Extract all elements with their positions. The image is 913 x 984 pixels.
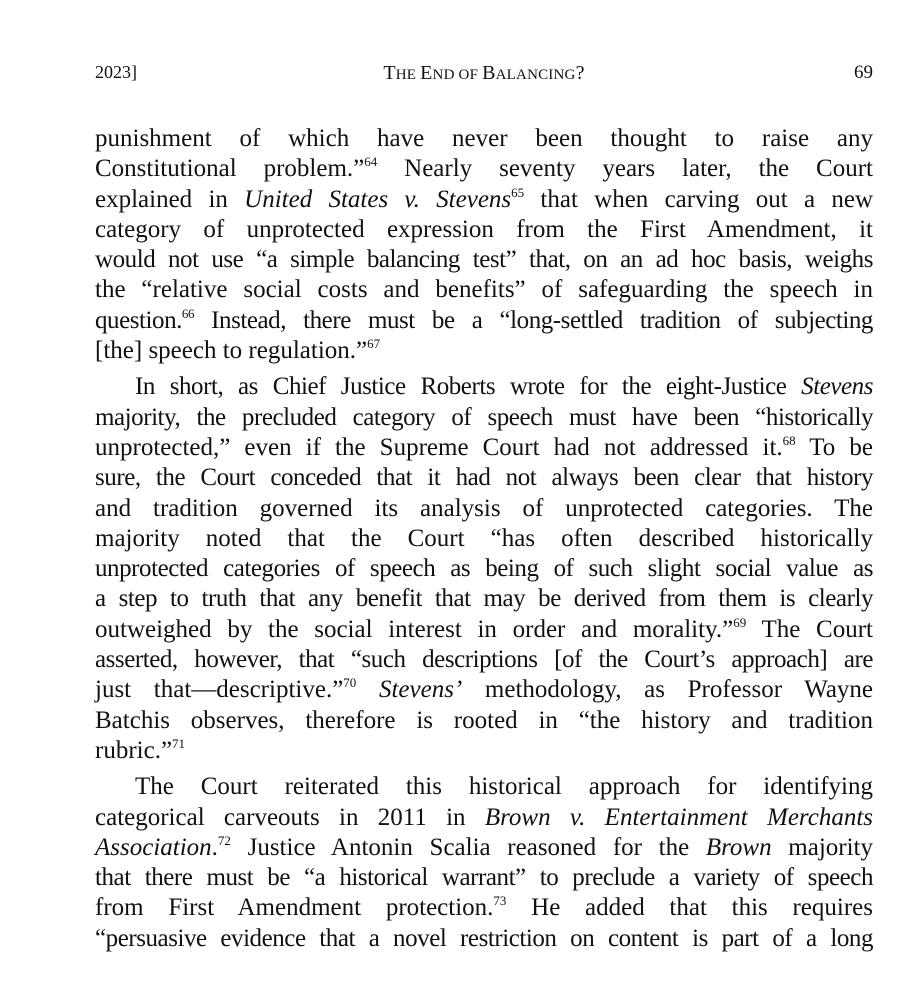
text-run: majority	[771, 833, 873, 861]
text-run: The Court	[746, 615, 873, 643]
text-line	[95, 645, 873, 675]
running-title	[95, 62, 873, 85]
footnote-marker: 70	[343, 675, 357, 691]
text-run: a step to truth that any benefit that may be derived from them is clearly	[95, 585, 873, 613]
text-line	[95, 306, 873, 336]
italic-citation: Association	[95, 833, 212, 861]
running-header	[95, 62, 873, 92]
text-run: and tradition governed its analysis of unprotected categories. The	[95, 494, 873, 522]
text-line	[95, 863, 873, 893]
footnote-marker: 69	[733, 614, 747, 630]
text-run: outweighed by the social interest in order and morality.”	[95, 615, 734, 643]
text-run: To be	[795, 433, 873, 461]
text-line	[95, 833, 873, 863]
text-run: Nearly seventy years later, the Court	[377, 155, 873, 183]
italic-citation: Stevens	[801, 373, 873, 401]
footnote-marker: 68	[782, 432, 796, 448]
text-run: methodology, as Professor Wayne	[462, 676, 874, 704]
text-line	[95, 554, 873, 584]
text-run: [the] speech to regulation.”	[95, 337, 368, 365]
footnote-marker: 65	[511, 184, 525, 200]
title-fragment: E	[420, 62, 433, 84]
footnote-marker: 64	[364, 154, 378, 170]
title-fragment: ?	[575, 62, 585, 84]
text-line	[95, 924, 873, 954]
text-run: explained in	[95, 185, 245, 213]
text-run: category of unprotected expression from the First Amendment, it	[95, 215, 873, 243]
text-line	[95, 524, 873, 554]
text-run: Justice Antonin Scalia reasoned for the	[230, 833, 706, 861]
text-line	[95, 215, 873, 245]
text-run: unprotected,” even if the Supreme Court had not addressed it.	[95, 433, 783, 461]
text-run: unprotected categories of speech as being of such slight social value as	[95, 555, 873, 583]
text-run: just that—descriptive.”	[95, 676, 344, 704]
footnote-marker: 67	[367, 336, 381, 352]
text-line	[95, 185, 873, 215]
paragraph	[95, 372, 873, 766]
text-line	[95, 584, 873, 614]
footnote-marker: 73	[493, 893, 507, 909]
text-line	[95, 245, 873, 275]
title-fragment: T	[383, 62, 396, 84]
text-run: sure, the Court conceded that it had not always been clear that history	[95, 464, 873, 492]
paragraph	[95, 124, 873, 366]
italic-citation: United States v. Stevens	[244, 185, 512, 213]
text-line	[95, 615, 873, 645]
text-run: punishment of which have never been thought to raise any	[95, 125, 873, 152]
text-run: asserted, however, that “such descriptions [of the Court’s approach] are	[95, 646, 873, 674]
text-run: Instead, there must be a “long-settled tradition of subjecting	[194, 306, 873, 334]
text-run: would not use “a simple balancing test” that, on an ad hoc basis, weighs	[95, 246, 873, 274]
italic-citation: Stevens’	[378, 676, 463, 704]
text-run: categorical carveouts in 2011 in	[95, 803, 485, 831]
title-fragment: ND OF	[432, 67, 483, 83]
body-text	[95, 124, 873, 954]
text-run: rubric.”	[95, 736, 173, 764]
text-run: majority, the precluded category of speech must have been “historically	[95, 403, 873, 431]
text-run: .	[211, 833, 218, 861]
footnote-marker: 71	[172, 735, 186, 751]
text-run: He added that this requires	[506, 894, 873, 922]
text-run: from First Amendment protection.	[95, 894, 494, 922]
text-line	[95, 494, 873, 524]
text-line	[95, 893, 873, 923]
text-line	[95, 154, 873, 184]
text-run: The Court reiterated this historical approach for identifying	[135, 773, 873, 801]
footnote-marker: 66	[181, 305, 195, 321]
text-line	[95, 433, 873, 463]
text-line	[95, 803, 873, 833]
text-run: Batchis observes, therefore is rooted in “the history and tradition	[95, 706, 873, 734]
text-line	[95, 336, 873, 366]
text-line	[95, 372, 873, 402]
text-line	[95, 706, 873, 736]
title-fragment: B	[482, 62, 496, 84]
text-line	[95, 124, 873, 154]
text-run: majority noted that the Court “has often described historically	[95, 524, 873, 552]
text-run: the “relative social costs and benefits” of safeguarding the speech in	[95, 276, 873, 304]
text-run: In short, as Chief Justice Roberts wrote for the eight-Justice	[135, 373, 802, 401]
text-line	[95, 736, 873, 766]
paragraph	[95, 772, 873, 954]
text-line	[95, 275, 873, 305]
italic-citation: Brown	[705, 833, 772, 861]
text-run: “persuasive evidence that a novel restriction on content is part of a long	[95, 924, 873, 952]
text-line	[95, 675, 873, 705]
page-number: 69	[854, 62, 873, 83]
text-line	[95, 403, 873, 433]
text-run	[356, 676, 379, 703]
footnote-marker: 72	[217, 832, 231, 848]
text-run: that there must be “a historical warrant” to preclude a variety of speech	[95, 864, 873, 892]
text-run: that when carving out a new	[524, 185, 874, 213]
volume-year: 2023]	[95, 62, 137, 82]
text-line	[95, 463, 873, 493]
text-run: question.	[95, 306, 182, 334]
title-fragment: ALANCING	[495, 67, 576, 83]
text-line	[95, 772, 873, 802]
title-fragment: HE	[395, 67, 421, 83]
italic-citation: Brown v. Entertainment Merchants	[484, 803, 873, 831]
text-run: Constitutional problem.”	[95, 155, 365, 183]
